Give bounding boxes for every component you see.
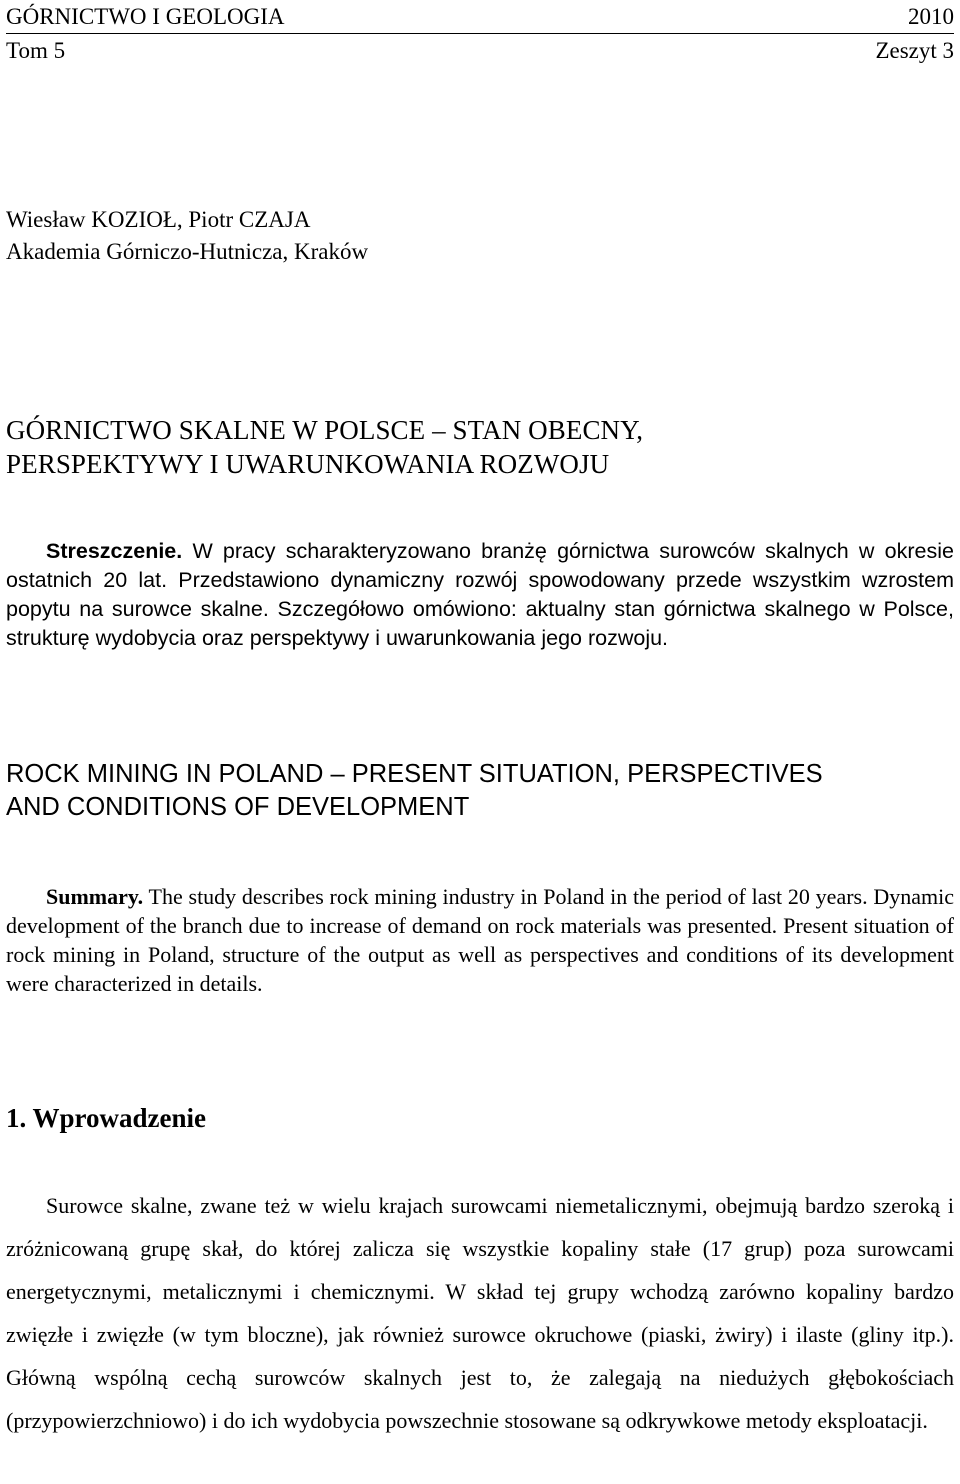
journal-volume: Tom 5 xyxy=(6,38,66,63)
author-names: Wiesław KOZIOŁ, Piotr CZAJA xyxy=(6,207,311,232)
abstract-polish-label: Streszczenie. xyxy=(46,539,183,563)
header-rule xyxy=(6,33,954,34)
section-heading: 1. Wprowadzenie xyxy=(6,1103,207,1133)
title-english-line2: AND CONDITIONS OF DEVELOPMENT xyxy=(6,793,470,821)
abstract-english-label: Summary. xyxy=(46,884,144,909)
title-english-line1: ROCK MINING IN POLAND – PRESENT SITUATION, PERSPECTIVES xyxy=(6,760,823,788)
journal-issue: Zeszyt 3 xyxy=(875,38,954,63)
abstract-polish-text: W pracy scharakteryzowano branżę górnictwa surowców skalnych w okresie ostatnich 20 lat. Przedstawiono dynamiczny rozwój spowodowany przede wszystkim wzrostem popytu na surowce skalne. Szczegółowo omówiono: aktualny stan górnictwa skalnego w Polsce, strukturę wydobycia oraz perspektywy i uwarunkowania jego rozwoju. xyxy=(6,539,954,650)
abstract-english-text: The study describes rock mining industry in Poland in the period of last 20 years. Dynamic development of the branch due to increase of demand on rock materials was presented. Present situation of rock mining in Poland, structure of the output as well as perspectives and conditions of its development were characterized in details. xyxy=(6,884,954,996)
author-affiliation: Akademia Górniczo-Hutnicza, Kraków xyxy=(6,239,369,264)
title-polish-line1: GÓRNICTWO SKALNE W POLSCE – STAN OBECNY, xyxy=(6,415,644,445)
abstract-english xyxy=(6,882,954,998)
journal-name: GÓRNICTWO I GEOLOGIA xyxy=(6,4,285,29)
journal-year: 2010 xyxy=(908,4,954,29)
section-paragraph-text: Surowce skalne, zwane też w wielu krajach surowcami niemetalicznymi, obejmują bardzo szeroką i zróżnicowaną grupę skał, do której zalicza się wszystkie kopaliny stałe (17 grup) poza surowcami energetycznymi, metalicznymi i chemicznymi. W skład tej grupy wchodzą zarówno kopaliny bardzo zwięzłe i zwięzłe (w tym bloczne), jak również surowce okruchowe (piaski, żwiry) i ilaste (gliny itp.). Główną wspólną cechą surowców skalnych jest to, że zalegają na niedużych głębokościach (przypowierzchniowo) i do ich wydobycia powszechnie stosowane są odkrywkowe metody eksploatacji. xyxy=(6,1193,954,1433)
title-polish-line2: PERSPEKTYWY I UWARUNKOWANIA ROZWOJU xyxy=(6,449,610,479)
running-header xyxy=(6,2,954,32)
section-paragraph xyxy=(6,1184,954,1442)
abstract-polish xyxy=(6,537,954,653)
volume-line xyxy=(6,36,954,66)
